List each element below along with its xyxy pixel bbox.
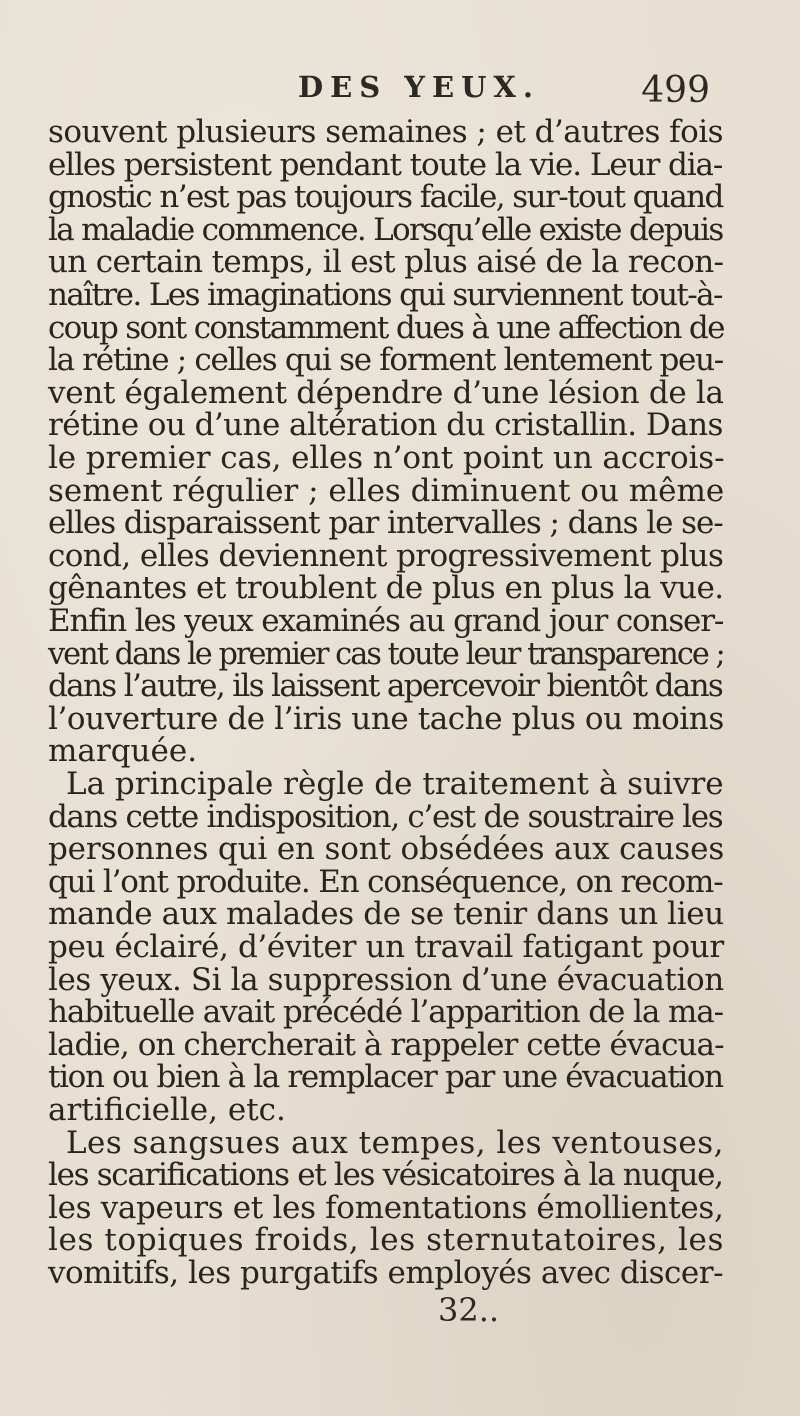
text-line: coup sont constamment dues à une affection de xyxy=(48,309,724,346)
text-line: qui l’ont produite. En conséquence, on recom- xyxy=(48,863,723,900)
text-line: les topiques froids, les sternutatoires, les xyxy=(48,1222,724,1259)
text-line: dans cette indisposition, c’est de soustraire les xyxy=(48,798,723,835)
text-line: vent également dépendre d’une lésion de la xyxy=(48,374,724,411)
text-line: les yeux. Si la suppression d’une évacuation xyxy=(48,961,724,998)
text-line: souvent plusieurs semaines ; et d’autres fois xyxy=(48,114,723,150)
text-line: Les sangsues aux tempes, les ventouses, xyxy=(66,1124,724,1161)
text-line: elles persistent pendant toute la vie. Leur dia- xyxy=(48,146,723,183)
signature-mark: 32.. xyxy=(438,1290,500,1329)
text-line: ladie, on chercherait à rappeler cette évacua- xyxy=(48,1026,724,1063)
text-line: marquée. xyxy=(48,733,198,770)
text-line: artificielle, etc. xyxy=(48,1092,286,1128)
text-line: les scarifications et les vésicatoires à la nuque, xyxy=(48,1157,723,1194)
text-line: Enfin les yeux examinés au grand jour conser- xyxy=(48,603,724,639)
text-line: La principale règle de traitement à suivre xyxy=(66,766,724,802)
text-line: mande aux malades de se tenir dans un lieu xyxy=(48,896,724,933)
running-title: DES YEUX. xyxy=(298,70,540,104)
text-line: rétine ou d’une altération du cristallin. Dans xyxy=(48,407,723,444)
text-line: tion ou bien à la remplacer par une évacuation xyxy=(48,1059,723,1096)
running-head xyxy=(250,70,710,114)
text-line: personnes qui en sont obsédées aux causes xyxy=(48,831,725,868)
text-line: gênantes et troublent de plus en plus la vue. xyxy=(48,570,724,607)
text-line: peu éclairé, d’éviter un travail fatigant pour xyxy=(48,929,724,965)
page-number: 499 xyxy=(641,70,710,111)
text-line: naître. Les imaginations qui surviennent tout-à- xyxy=(48,277,722,313)
text-line: les vapeurs et les fomentations émollientes, xyxy=(48,1189,724,1226)
text-line: l’ouverture de l’iris une tache plus ou moins xyxy=(48,700,724,737)
text-line: cond, elles deviennent progressivement plus xyxy=(48,537,724,574)
text-line: la rétine ; celles qui se forment lentement peu- xyxy=(48,342,723,379)
text-line: sement régulier ; elles diminuent ou même xyxy=(48,472,725,509)
text-line: gnostic n’est pas toujours facile, sur-tout quand xyxy=(48,179,723,216)
text-line: habituelle avait précédé l’apparition de la ma- xyxy=(48,994,723,1031)
text-line: le premier cas, elles n’ont point un accrois- xyxy=(48,440,725,476)
text-line: vent dans le premier cas toute leur transparence ; xyxy=(48,635,724,672)
text-line: la maladie commence. Lorsqu’elle existe depuis xyxy=(48,211,723,248)
text-line: dans l’autre, ils laissent apercevoir bientôt dans xyxy=(48,668,723,705)
text-line: elles disparaissent par intervalles ; dans le se- xyxy=(48,505,723,542)
text-line: vomitifs, les purgatifs employés avec discer- xyxy=(48,1255,724,1291)
text-line: un certain temps, il est plus aisé de la recon- xyxy=(48,244,724,281)
